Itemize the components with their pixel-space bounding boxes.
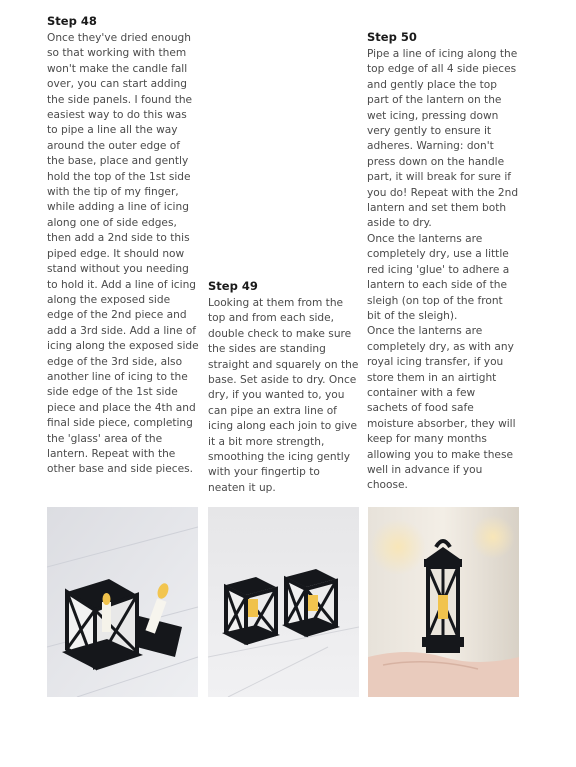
- step-48-photo: [47, 507, 198, 697]
- step-49: [208, 279, 360, 496]
- step-50: [367, 30, 519, 494]
- step-49-title: Step 49: [208, 279, 258, 293]
- step-50-photo: [368, 507, 519, 697]
- step-49-body: Looking at them from the top and from each side, double check to make sure the sides are standing straight and squarely on the base. Set aside to dry. Once dry, if you wanted to, you can pipe an extra line of icing along each join to give it a bit more strength, smoothing the icing gently with your fingertip to neaten it up.: [208, 297, 359, 494]
- step-48-body: Once they've dried enough so that working with them won't make the candle fall over, you can start adding the side panels. I found the easiest way to do this was to pipe a line all the way around the outer edge of the base, place and gently hold the top of the 1st side with the tip of my finger, while adding a line of icing along one of side edges, then add a 2nd side to this piped edge. It should now stand without you needing to hold it. Add a line of icing along the exposed side edge of the 2nd piece and add a 3rd side. Add a line of icing along the exposed side edge of the 3rd side, also another line of icing to the side edge of the 1st side piece and place the 4th and final side piece, completing the 'glass' area of the lantern. Repeat with the other base and side pieces.: [47, 32, 199, 476]
- step-49-photo: [208, 507, 359, 697]
- step-48: [47, 14, 199, 478]
- step-48-title: Step 48: [47, 14, 97, 28]
- step-50-title: Step 50: [367, 30, 417, 44]
- step-50-body: Pipe a line of icing along the top edge of all 4 side pieces and gently place the top part of the lantern on the wet icing, pressing down very gently to ensure it adheres. Warning: don't press down on the handle part, it will break for sure if you do! Repeat with the 2nd lantern and set them both aside to dry. Once the lanterns are completely dry, use a little red icing 'glue' to adhere a lantern to each side of the sleigh (on top of the front bit of the sleigh). Once the lanterns are completely dry, as with any royal icing transfer, if you store them in an airtight container with a few sachets of food safe moisture absorber, they will keep for many months allowing you to make these well in advance if you choose.: [367, 48, 519, 492]
